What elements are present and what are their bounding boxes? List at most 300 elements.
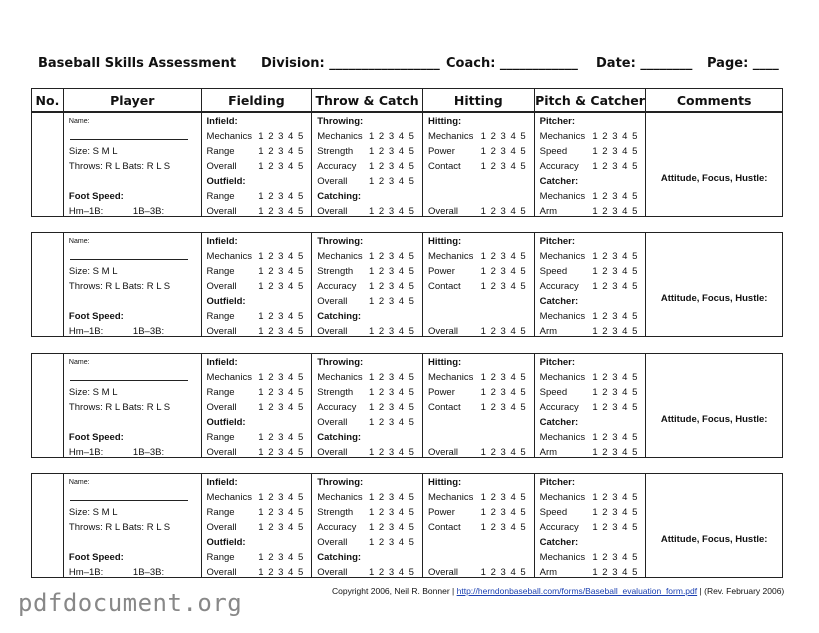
catching-label: Catching: bbox=[317, 311, 362, 322]
rating-scale[interactable]: 1 2 3 4 5 bbox=[480, 146, 526, 157]
rating-scale[interactable]: 1 2 3 4 5 bbox=[258, 146, 304, 157]
rating-scale[interactable]: 1 2 3 4 5 bbox=[480, 131, 526, 142]
hitting-power-rating[interactable] bbox=[428, 385, 530, 400]
rating-label: Mechanics bbox=[206, 492, 252, 503]
rating-label: Range bbox=[206, 387, 235, 398]
outfield-range-rating[interactable] bbox=[207, 189, 308, 204]
throw-catch-cell bbox=[312, 113, 423, 216]
throws-bats-selector[interactable]: Throws: R L Bats: R L S bbox=[68, 161, 171, 172]
rating-scale[interactable]: 1 2 3 4 5 bbox=[258, 387, 304, 398]
catcher-arm-rating[interactable] bbox=[540, 445, 642, 460]
rating-scale[interactable]: 1 2 3 4 5 bbox=[258, 161, 304, 172]
rating-label: Mechanics bbox=[317, 372, 363, 383]
pitcher-speed-rating[interactable] bbox=[540, 264, 642, 279]
comments-cell[interactable] bbox=[646, 354, 782, 457]
rating-scale[interactable]: 1 2 3 4 5 bbox=[480, 326, 526, 337]
rating-label: Arm bbox=[539, 206, 558, 217]
rating-label: Mechanics bbox=[539, 492, 586, 503]
rating-label: Overall bbox=[206, 402, 237, 413]
throwing-mechanics-rating[interactable] bbox=[317, 370, 418, 385]
rating-label: Overall bbox=[427, 326, 459, 337]
pitcher-accuracy-rating[interactable] bbox=[540, 279, 642, 294]
pitcher-speed-rating[interactable] bbox=[540, 385, 642, 400]
hitting-power-rating[interactable] bbox=[428, 264, 530, 279]
rating-label: Mechanics bbox=[539, 251, 586, 262]
catching-overall-rating[interactable] bbox=[317, 204, 418, 219]
rating-scale[interactable]: 1 2 3 4 5 bbox=[480, 281, 526, 292]
rating-scale[interactable]: 1 2 3 4 5 bbox=[368, 567, 414, 578]
player-number-cell[interactable] bbox=[32, 474, 64, 577]
rating-label: Overall bbox=[317, 567, 348, 578]
player-row bbox=[31, 112, 783, 217]
rating-label: Range bbox=[206, 191, 235, 202]
rating-label: Arm bbox=[539, 567, 558, 578]
outfield-range-rating[interactable] bbox=[207, 309, 308, 324]
infield-range-rating[interactable] bbox=[207, 385, 308, 400]
rating-scale[interactable]: 1 2 3 4 5 bbox=[592, 161, 638, 172]
catching-label: Catching: bbox=[317, 191, 362, 202]
page-field[interactable]: Page: ____ bbox=[707, 56, 779, 71]
catcher-mechanics-rating[interactable] bbox=[540, 430, 642, 445]
rating-scale[interactable]: 1 2 3 4 5 bbox=[592, 447, 638, 458]
column-header-no: No. bbox=[32, 89, 64, 111]
hitting-cell bbox=[423, 113, 535, 216]
rating-scale[interactable]: 1 2 3 4 5 bbox=[480, 161, 526, 172]
infield-label: Infield: bbox=[206, 236, 238, 247]
rating-scale[interactable]: 1 2 3 4 5 bbox=[480, 251, 526, 262]
rating-label: Contact bbox=[427, 522, 461, 533]
catcher-arm-rating[interactable] bbox=[540, 565, 642, 580]
first-to-third-label: 1B–3B: bbox=[132, 447, 165, 458]
outfield-overall-rating[interactable] bbox=[207, 565, 308, 580]
throwing-accuracy-rating[interactable] bbox=[317, 520, 418, 535]
rating-scale[interactable]: 1 2 3 4 5 bbox=[258, 402, 304, 413]
column-header-hitting: Hitting bbox=[423, 89, 535, 111]
foot-speed-label: Foot Speed: bbox=[68, 191, 124, 202]
hitting-power-rating[interactable] bbox=[428, 144, 530, 159]
comments-cell[interactable] bbox=[646, 474, 782, 577]
rating-scale[interactable]: 1 2 3 4 5 bbox=[258, 326, 304, 337]
rating-label: Overall bbox=[317, 537, 348, 548]
rating-label: Speed bbox=[539, 146, 568, 157]
hitting-mechanics-rating[interactable] bbox=[428, 490, 530, 505]
rating-scale[interactable]: 1 2 3 4 5 bbox=[592, 251, 638, 262]
rating-scale[interactable]: 1 2 3 4 5 bbox=[368, 176, 414, 187]
hitting-power-rating[interactable] bbox=[428, 505, 530, 520]
rating-label: Contact bbox=[427, 281, 461, 292]
rating-label: Power bbox=[427, 387, 455, 398]
rating-scale[interactable]: 1 2 3 4 5 bbox=[480, 402, 526, 413]
rating-scale[interactable]: 1 2 3 4 5 bbox=[592, 311, 638, 322]
pitch-catcher-cell bbox=[535, 113, 647, 216]
hitting-mechanics-rating[interactable] bbox=[428, 370, 530, 385]
size-selector[interactable]: Size: S M L bbox=[68, 387, 118, 398]
rating-label: Accuracy bbox=[539, 161, 579, 172]
hitting-overall-rating[interactable] bbox=[428, 324, 530, 339]
throwing-mechanics-rating[interactable] bbox=[317, 129, 418, 144]
outfield-label: Outfield: bbox=[206, 417, 246, 428]
throwing-strength-rating[interactable] bbox=[317, 385, 418, 400]
rating-label: Overall bbox=[427, 206, 459, 217]
pitch-catcher-cell bbox=[535, 354, 647, 457]
rating-scale[interactable]: 1 2 3 4 5 bbox=[368, 522, 414, 533]
size-selector[interactable]: Size: S M L bbox=[68, 507, 118, 518]
rating-scale[interactable]: 1 2 3 4 5 bbox=[480, 522, 526, 533]
size-selector[interactable]: Size: S M L bbox=[68, 266, 118, 277]
rating-label: Overall bbox=[317, 447, 348, 458]
throwing-strength-rating[interactable] bbox=[317, 144, 418, 159]
catching-label: Catching: bbox=[317, 552, 362, 563]
throws-bats-selector[interactable]: Throws: R L Bats: R L S bbox=[68, 522, 171, 533]
rating-label: Mechanics bbox=[427, 492, 474, 503]
rating-scale[interactable]: 1 2 3 4 5 bbox=[592, 552, 638, 563]
rating-scale[interactable]: 1 2 3 4 5 bbox=[592, 281, 638, 292]
infield-range-rating[interactable] bbox=[207, 264, 308, 279]
player-row bbox=[31, 473, 783, 578]
rating-scale[interactable]: 1 2 3 4 5 bbox=[368, 492, 414, 503]
throwing-overall-rating[interactable] bbox=[317, 535, 418, 550]
throw-catch-cell bbox=[312, 474, 423, 577]
form-header bbox=[38, 56, 783, 76]
throws-bats-selector[interactable]: Throws: R L Bats: R L S bbox=[68, 402, 171, 413]
foot-speed-label: Foot Speed: bbox=[68, 432, 124, 443]
watermark: pdfdocument.org bbox=[18, 589, 243, 617]
fielding-cell bbox=[202, 354, 313, 457]
infield-range-rating[interactable] bbox=[207, 505, 308, 520]
first-to-third-label: 1B–3B: bbox=[132, 206, 165, 217]
rating-scale[interactable]: 1 2 3 4 5 bbox=[258, 447, 304, 458]
pitcher-accuracy-rating[interactable] bbox=[540, 400, 642, 415]
fielding-cell bbox=[202, 474, 313, 577]
throwing-accuracy-rating[interactable] bbox=[317, 279, 418, 294]
rating-label: Range bbox=[206, 507, 235, 518]
rating-scale[interactable]: 1 2 3 4 5 bbox=[368, 281, 414, 292]
catcher-label: Catcher: bbox=[539, 176, 579, 187]
rating-label: Overall bbox=[206, 206, 237, 217]
rating-scale[interactable]: 1 2 3 4 5 bbox=[368, 372, 414, 383]
name-line[interactable] bbox=[70, 380, 188, 381]
foot-speed-times[interactable] bbox=[69, 204, 197, 219]
rating-label: Accuracy bbox=[539, 281, 579, 292]
player-row bbox=[31, 353, 783, 458]
name-label: Name: bbox=[68, 238, 90, 245]
rating-scale[interactable]: 1 2 3 4 5 bbox=[368, 266, 414, 277]
column-header-comments: Comments bbox=[676, 92, 752, 108]
player-info-cell bbox=[64, 113, 202, 216]
form-url-link[interactable]: http://herndonbaseball.com/forms/Baseball_evaluation_form.pdf bbox=[456, 586, 698, 596]
outfield-overall-rating[interactable] bbox=[207, 324, 308, 339]
hitting-contact-rating[interactable] bbox=[428, 279, 530, 294]
pitch-catcher-cell bbox=[535, 233, 647, 336]
throwing-label: Throwing: bbox=[317, 236, 364, 247]
rating-scale[interactable]: 1 2 3 4 5 bbox=[368, 402, 414, 413]
rating-label: Strength bbox=[317, 387, 354, 398]
rating-label: Accuracy bbox=[317, 402, 357, 413]
rating-scale[interactable]: 1 2 3 4 5 bbox=[368, 507, 414, 518]
column-header-row bbox=[31, 88, 783, 112]
pitcher-mechanics-rating[interactable] bbox=[540, 129, 642, 144]
rating-scale[interactable]: 1 2 3 4 5 bbox=[592, 432, 638, 443]
rating-scale[interactable]: 1 2 3 4 5 bbox=[258, 567, 304, 578]
catching-overall-rating[interactable] bbox=[317, 445, 418, 460]
throwing-accuracy-rating[interactable] bbox=[317, 400, 418, 415]
rating-scale[interactable]: 1 2 3 4 5 bbox=[368, 417, 414, 428]
rating-label: Mechanics bbox=[427, 372, 474, 383]
rating-scale[interactable]: 1 2 3 4 5 bbox=[480, 447, 526, 458]
throwing-accuracy-rating[interactable] bbox=[317, 159, 418, 174]
infield-mechanics-rating[interactable] bbox=[207, 249, 308, 264]
hitting-cell bbox=[423, 233, 535, 336]
rating-label: Power bbox=[427, 507, 455, 518]
infield-overall-rating[interactable] bbox=[207, 520, 308, 535]
throwing-strength-rating[interactable] bbox=[317, 264, 418, 279]
infield-overall-rating[interactable] bbox=[207, 400, 308, 415]
rating-scale[interactable]: 1 2 3 4 5 bbox=[592, 492, 638, 503]
rating-label: Overall bbox=[206, 161, 237, 172]
foot-speed-times[interactable] bbox=[69, 565, 197, 580]
comments-label: Attitude, Focus, Hustle: bbox=[660, 172, 768, 184]
rating-label: Mechanics bbox=[206, 372, 252, 383]
hitting-mechanics-rating[interactable] bbox=[428, 249, 530, 264]
outfield-range-rating[interactable] bbox=[207, 430, 308, 445]
rating-scale[interactable]: 1 2 3 4 5 bbox=[368, 537, 414, 548]
hitting-overall-rating[interactable] bbox=[428, 565, 530, 580]
outfield-overall-rating[interactable] bbox=[207, 445, 308, 460]
name-label: Name: bbox=[68, 359, 90, 366]
rating-scale[interactable]: 1 2 3 4 5 bbox=[592, 402, 638, 413]
rating-scale[interactable]: 1 2 3 4 5 bbox=[592, 146, 638, 157]
rating-label: Mechanics bbox=[539, 372, 586, 383]
home-to-first-label: Hm–1B: bbox=[68, 206, 104, 217]
rating-scale[interactable]: 1 2 3 4 5 bbox=[480, 372, 526, 383]
rating-label: Overall bbox=[317, 176, 348, 187]
infield-mechanics-rating[interactable] bbox=[207, 129, 308, 144]
infield-label: Infield: bbox=[206, 116, 238, 127]
hitting-contact-rating[interactable] bbox=[428, 159, 530, 174]
rating-scale[interactable]: 1 2 3 4 5 bbox=[480, 492, 526, 503]
rating-scale[interactable]: 1 2 3 4 5 bbox=[592, 206, 638, 217]
home-to-first-label: Hm–1B: bbox=[68, 447, 104, 458]
hitting-contact-rating[interactable] bbox=[428, 520, 530, 535]
catcher-mechanics-rating[interactable] bbox=[540, 550, 642, 565]
pitcher-mechanics-rating[interactable] bbox=[540, 490, 642, 505]
rating-label: Mechanics bbox=[317, 251, 363, 262]
rating-scale[interactable]: 1 2 3 4 5 bbox=[592, 266, 638, 277]
name-line[interactable] bbox=[70, 259, 188, 260]
foot-speed-times[interactable] bbox=[69, 324, 197, 339]
comments-label: Attitude, Focus, Hustle: bbox=[660, 533, 768, 545]
throwing-overall-rating[interactable] bbox=[317, 415, 418, 430]
rating-scale[interactable]: 1 2 3 4 5 bbox=[258, 432, 304, 443]
rating-scale[interactable]: 1 2 3 4 5 bbox=[258, 552, 304, 563]
rating-scale[interactable]: 1 2 3 4 5 bbox=[592, 131, 638, 142]
rating-scale[interactable]: 1 2 3 4 5 bbox=[258, 507, 304, 518]
rating-label: Overall bbox=[317, 417, 348, 428]
catching-overall-rating[interactable] bbox=[317, 565, 418, 580]
throwing-mechanics-rating[interactable] bbox=[317, 490, 418, 505]
catcher-mechanics-rating[interactable] bbox=[540, 309, 642, 324]
rating-label: Speed bbox=[539, 507, 568, 518]
infield-overall-rating[interactable] bbox=[207, 159, 308, 174]
rating-label: Accuracy bbox=[539, 522, 579, 533]
rating-label: Strength bbox=[317, 146, 354, 157]
name-label: Name: bbox=[68, 479, 90, 486]
rating-label: Mechanics bbox=[427, 131, 474, 142]
catcher-arm-rating[interactable] bbox=[540, 324, 642, 339]
hitting-cell bbox=[423, 354, 535, 457]
hitting-mechanics-rating[interactable] bbox=[428, 129, 530, 144]
rating-label: Power bbox=[427, 266, 455, 277]
rating-label: Mechanics bbox=[317, 131, 363, 142]
outfield-label: Outfield: bbox=[206, 296, 246, 307]
copyright-text: Copyright 2006, Neil R. Bonner bbox=[332, 586, 450, 596]
rating-scale[interactable]: 1 2 3 4 5 bbox=[258, 522, 304, 533]
hitting-overall-rating[interactable] bbox=[428, 204, 530, 219]
rating-scale[interactable]: 1 2 3 4 5 bbox=[258, 281, 304, 292]
rating-scale[interactable]: 1 2 3 4 5 bbox=[592, 507, 638, 518]
rating-label: Contact bbox=[427, 161, 461, 172]
name-line[interactable] bbox=[70, 500, 188, 501]
pitcher-speed-rating[interactable] bbox=[540, 144, 642, 159]
column-header-player: Player bbox=[64, 89, 202, 111]
rating-scale[interactable]: 1 2 3 4 5 bbox=[368, 206, 414, 217]
rating-label: Mechanics bbox=[539, 552, 586, 563]
comments-label: Attitude, Focus, Hustle: bbox=[660, 292, 768, 304]
foot-speed-label: Foot Speed: bbox=[68, 552, 124, 563]
rating-scale[interactable]: 1 2 3 4 5 bbox=[258, 372, 304, 383]
rating-scale[interactable]: 1 2 3 4 5 bbox=[368, 251, 414, 262]
column-header-throw-catch: Throw & Catch bbox=[312, 89, 423, 111]
comments-cell[interactable] bbox=[646, 233, 782, 336]
rating-scale[interactable]: 1 2 3 4 5 bbox=[258, 492, 304, 503]
hitting-contact-rating[interactable] bbox=[428, 400, 530, 415]
infield-mechanics-rating[interactable] bbox=[207, 370, 308, 385]
pitcher-label: Pitcher: bbox=[539, 477, 576, 488]
rating-label: Overall bbox=[206, 567, 237, 578]
rating-scale[interactable]: 1 2 3 4 5 bbox=[480, 387, 526, 398]
catcher-label: Catcher: bbox=[539, 417, 579, 428]
pitch-catcher-cell bbox=[535, 474, 647, 577]
catching-overall-rating[interactable] bbox=[317, 324, 418, 339]
name-label: Name: bbox=[68, 118, 90, 125]
footer bbox=[332, 586, 784, 596]
date-field[interactable]: Date: ________ bbox=[596, 56, 693, 71]
hitting-label: Hitting: bbox=[427, 236, 462, 247]
player-number-cell[interactable] bbox=[32, 354, 64, 457]
outfield-overall-rating[interactable] bbox=[207, 204, 308, 219]
rating-scale[interactable]: 1 2 3 4 5 bbox=[368, 447, 414, 458]
pitcher-speed-rating[interactable] bbox=[540, 505, 642, 520]
infield-mechanics-rating[interactable] bbox=[207, 490, 308, 505]
rating-scale[interactable]: 1 2 3 4 5 bbox=[258, 266, 304, 277]
rating-scale[interactable]: 1 2 3 4 5 bbox=[480, 266, 526, 277]
size-selector[interactable]: Size: S M L bbox=[68, 146, 118, 157]
player-number-cell[interactable] bbox=[32, 113, 64, 216]
catcher-arm-rating[interactable] bbox=[540, 204, 642, 219]
pitcher-mechanics-rating[interactable] bbox=[540, 370, 642, 385]
rating-label: Range bbox=[206, 432, 235, 443]
rating-scale[interactable]: 1 2 3 4 5 bbox=[480, 206, 526, 217]
rating-scale[interactable]: 1 2 3 4 5 bbox=[592, 191, 638, 202]
hitting-label: Hitting: bbox=[427, 477, 462, 488]
rating-label: Overall bbox=[206, 281, 237, 292]
comments-cell[interactable] bbox=[646, 113, 782, 216]
rating-scale[interactable]: 1 2 3 4 5 bbox=[368, 296, 414, 307]
rating-scale[interactable]: 1 2 3 4 5 bbox=[258, 251, 304, 262]
throwing-strength-rating[interactable] bbox=[317, 505, 418, 520]
rating-scale[interactable]: 1 2 3 4 5 bbox=[592, 326, 638, 337]
throw-catch-cell bbox=[312, 354, 423, 457]
rating-label: Overall bbox=[317, 206, 348, 217]
rating-label: Overall bbox=[206, 522, 237, 533]
home-to-first-label: Hm–1B: bbox=[68, 326, 104, 337]
throwing-overall-rating[interactable] bbox=[317, 294, 418, 309]
pitcher-mechanics-rating[interactable] bbox=[540, 249, 642, 264]
first-to-third-label: 1B–3B: bbox=[132, 326, 165, 337]
rating-scale[interactable]: 1 2 3 4 5 bbox=[368, 146, 414, 157]
footer-separator: | bbox=[699, 586, 702, 596]
hitting-cell bbox=[423, 474, 535, 577]
rating-scale[interactable]: 1 2 3 4 5 bbox=[592, 387, 638, 398]
throwing-mechanics-rating[interactable] bbox=[317, 249, 418, 264]
division-field[interactable]: Division: _________________ bbox=[261, 56, 440, 71]
rating-scale[interactable]: 1 2 3 4 5 bbox=[368, 131, 414, 142]
hitting-label: Hitting: bbox=[427, 357, 462, 368]
rating-scale[interactable]: 1 2 3 4 5 bbox=[592, 372, 638, 383]
rating-scale[interactable]: 1 2 3 4 5 bbox=[592, 567, 638, 578]
rating-scale[interactable]: 1 2 3 4 5 bbox=[368, 387, 414, 398]
outfield-label: Outfield: bbox=[206, 176, 246, 187]
rating-scale[interactable]: 1 2 3 4 5 bbox=[368, 326, 414, 337]
foot-speed-times[interactable] bbox=[69, 445, 197, 460]
rating-label: Speed bbox=[539, 266, 568, 277]
rating-scale[interactable]: 1 2 3 4 5 bbox=[592, 522, 638, 533]
throws-bats-selector[interactable]: Throws: R L Bats: R L S bbox=[68, 281, 171, 292]
rating-label: Mechanics bbox=[539, 311, 586, 322]
rating-label: Overall bbox=[317, 326, 348, 337]
pitcher-accuracy-rating[interactable] bbox=[540, 520, 642, 535]
rating-scale[interactable]: 1 2 3 4 5 bbox=[480, 507, 526, 518]
rating-label: Mechanics bbox=[539, 131, 586, 142]
catcher-mechanics-rating[interactable] bbox=[540, 189, 642, 204]
rating-label: Overall bbox=[427, 447, 459, 458]
rating-label: Range bbox=[206, 146, 235, 157]
rating-scale[interactable]: 1 2 3 4 5 bbox=[258, 191, 304, 202]
rating-scale[interactable]: 1 2 3 4 5 bbox=[368, 161, 414, 172]
rating-scale[interactable]: 1 2 3 4 5 bbox=[258, 131, 304, 142]
rating-scale[interactable]: 1 2 3 4 5 bbox=[258, 206, 304, 217]
throwing-overall-rating[interactable] bbox=[317, 174, 418, 189]
player-info-cell bbox=[64, 233, 202, 336]
catcher-label: Catcher: bbox=[539, 296, 579, 307]
column-header-pitch-catcher: Pitch & Catcher bbox=[535, 89, 647, 111]
infield-range-rating[interactable] bbox=[207, 144, 308, 159]
infield-label: Infield: bbox=[206, 477, 238, 488]
rating-label: Arm bbox=[539, 326, 558, 337]
player-number-cell[interactable] bbox=[32, 233, 64, 336]
name-line[interactable] bbox=[70, 139, 188, 140]
outfield-range-rating[interactable] bbox=[207, 550, 308, 565]
form-title: Baseball Skills Assessment bbox=[38, 56, 237, 71]
rating-scale[interactable]: 1 2 3 4 5 bbox=[258, 311, 304, 322]
pitcher-accuracy-rating[interactable] bbox=[540, 159, 642, 174]
coach-field[interactable]: Coach: ____________ bbox=[446, 56, 578, 71]
rating-scale[interactable]: 1 2 3 4 5 bbox=[480, 567, 526, 578]
hitting-overall-rating[interactable] bbox=[428, 445, 530, 460]
comments-label: Attitude, Focus, Hustle: bbox=[660, 413, 768, 425]
infield-overall-rating[interactable] bbox=[207, 279, 308, 294]
rating-label: Range bbox=[206, 552, 235, 563]
